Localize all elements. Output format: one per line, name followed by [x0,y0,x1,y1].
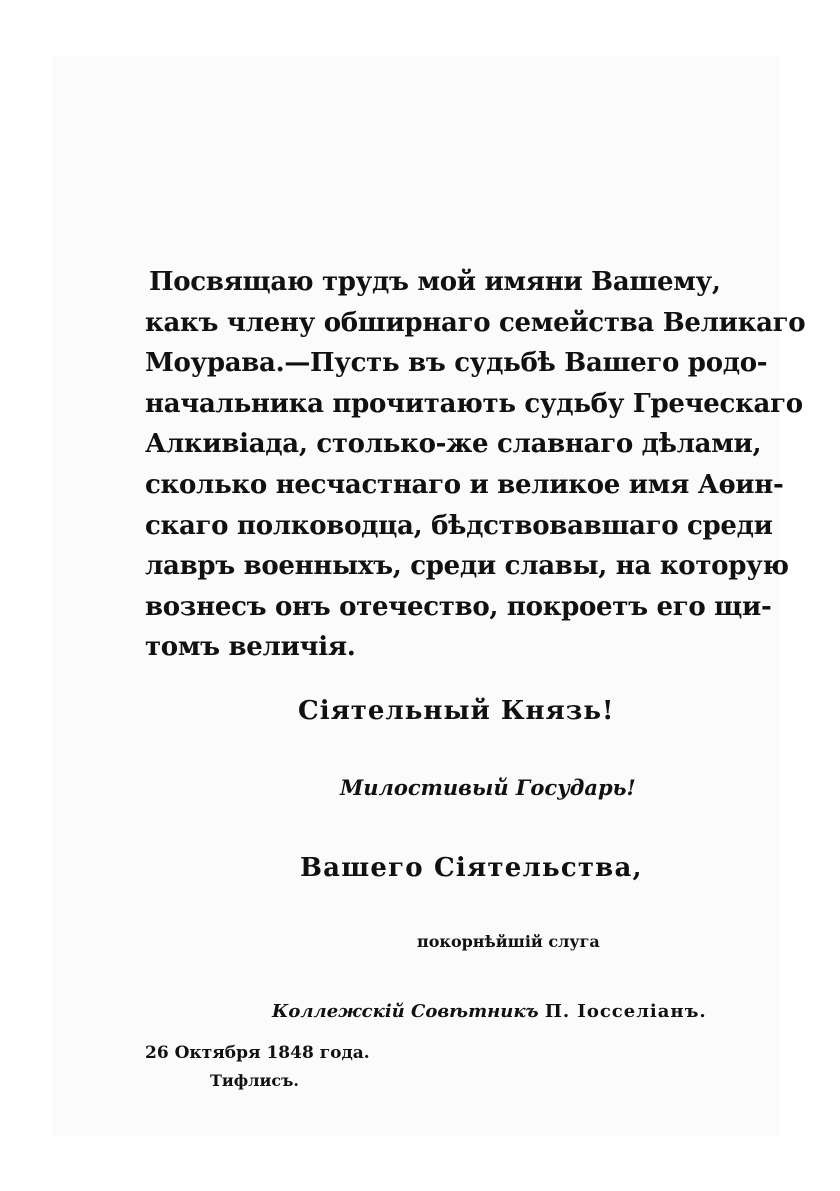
place-line: Тифлисъ. [210,1071,299,1090]
dedication-line: вознесъ онъ отечество, покроетъ его щи- [145,591,772,622]
dedication-line: лавръ военныхъ, среди славы, на которую [145,551,789,582]
dedication-line: Алкивіада, столько-же славнаго дѣлами, [145,429,762,460]
signature-rank: Коллежскій Совѣтникъ [272,1001,539,1022]
signature-name: П. Іосселіанъ. [544,1001,707,1022]
dedication-paragraph [145,262,806,668]
dedication-line: сколько несчастнаго и великое имя Аѳин- [145,469,784,500]
dedication-line: Посвящаю трудъ мой имяни Вашему, [149,267,721,297]
dedication-line: какъ члену обширнаго семейства Великаго [145,307,806,338]
dedication-line: начальника прочитають судьбу Греческаго [145,388,803,419]
dedication-line: скаго полководца, бѣдствовавшаго среди [145,510,773,541]
signature [272,1001,707,1022]
closing-line: Вашего Сіятельства, [300,853,643,883]
date-line: 26 Октября 1848 года. [145,1043,370,1063]
dedication-line: томъ величія. [145,632,356,663]
salutation: Сіятельный Князь! [298,696,615,726]
dedication-line: Моурава.—Пусть въ судьбѣ Вашего родо- [145,348,768,379]
servant-line: покорнѣйшій слуга [417,932,600,951]
address-line: Милостивый Государь! [340,775,636,800]
